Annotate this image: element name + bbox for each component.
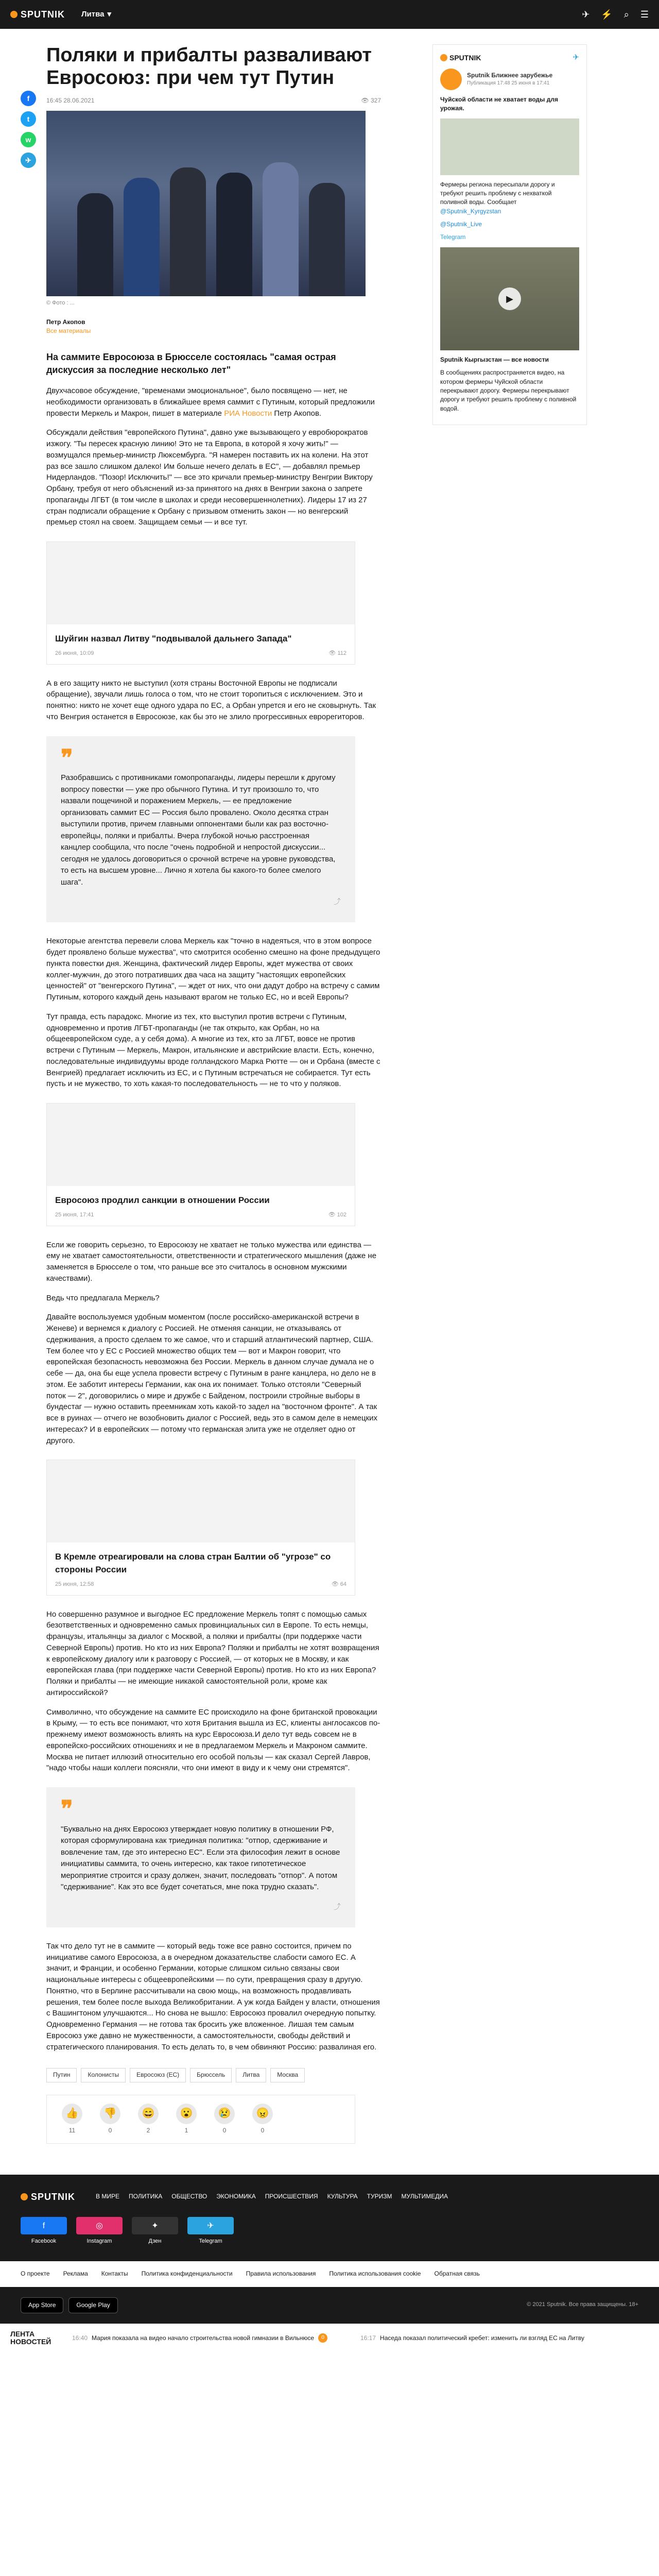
related-image: [47, 1460, 355, 1543]
sad-icon: 😢: [214, 2104, 235, 2124]
quote-block: [46, 736, 355, 923]
sidebar-logo[interactable]: SPUTNIK: [440, 53, 481, 63]
quote-text: "Буквально на днях Евросоюз утверждает новую политику в отношении РФ, которая сформулирована как триединая политика: "отпор, сдерживание и вовлечение там, где это интересно ЕС". Если эта философия лежит в основе инициативы саммита, то очень интересно, как такое гипотетическое мероприятие строится и сразу должен, значит, последовать "отпор". А потом "сдерживание". Как это все будет сочетаться, мне пока трудно сказать".: [61, 1824, 340, 1892]
tag[interactable]: Брюссель: [190, 2068, 232, 2082]
telegram-icon[interactable]: ✈: [573, 53, 579, 62]
whatsapp-share-icon[interactable]: w: [21, 132, 36, 147]
social-telegram[interactable]: ✈ Telegram: [187, 2217, 234, 2246]
menu-icon[interactable]: ☰: [640, 9, 649, 20]
paragraph: Двухчасовое обсуждение, "временами эмоциональное", было посвящено — нет, не необходимости организовать в ближайшее время саммит с Путиным, который предложили провести Меркель и Макрон, пишет в материале РИА Новости Петр Акопов.: [46, 386, 375, 418]
views-counter: 👁 327: [361, 97, 381, 105]
related-card[interactable]: Евросоюз продлил санкции в отношении России 25 июня, 17:41 👁 102: [46, 1103, 355, 1226]
top-bar: [0, 0, 659, 29]
related-title[interactable]: В Кремле отреагировали на слова стран Балтии об "угрозе" со стороны России: [55, 1552, 331, 1575]
telegram-label: Telegram: [440, 233, 466, 241]
share-quote-icon[interactable]: ⤴: [334, 897, 341, 906]
footer-nav-item[interactable]: МУЛЬТИМЕДИА: [401, 2193, 448, 2200]
paragraph: А в его защиту никто не выступил (хотя страны Восточной Европы не подписали обращение), звучали лишь голоса о том, что не стоит торопиться с исключением. Это и понятно: никто не хочет еще одного удара по ЕС, а Орбан упрется и его не сковырнуть. Так что Венгрия останется в Евросоюзе, как бы это не злило прогрессивных еврорегиторов.: [46, 679, 376, 721]
author-name[interactable]: Петр Акопов: [46, 318, 85, 326]
related-image: [47, 542, 355, 624]
like-reaction[interactable]: 👍 11: [60, 2104, 84, 2135]
telegram-share-icon[interactable]: ✈: [21, 152, 36, 168]
footer-link[interactable]: Обратная связь: [434, 2270, 480, 2278]
channel-avatar: [440, 69, 462, 90]
post-headline: Чуйской области не хватает воды для урожая.: [440, 95, 558, 112]
paragraph: Тут правда, есть парадокс. Многие из тех, кто выступил против встречи с Путиным, одновременно и против ЛГБТ-пропаганды (не так открыто, как Орбан, но на общеевропейском суде, а у себя дома). А многие из тех, кто за ЛГБТ, вовсе не против встречи с Путиным — Меркель, Макрон, итальянские и австрийские власти. Есть, конечно, последовательные индивидуумы вроде голландского Марка Рютте — он и Орбана (вместе с Венгрией) предлагает исключить из ЕС, и с Путиным встречаться не собирается. Тут есть пусть и не мужество, то хоть какая-то последовательность — не то что у поляков.: [46, 1012, 380, 1089]
ticker-item[interactable]: 16:40 Мария показала на видео начало строительства новой гимназии в Вильнюсе 0: [72, 2333, 360, 2343]
social-facebook[interactable]: f Facebook: [21, 2217, 67, 2246]
quote-block: [46, 1787, 355, 1927]
footer-link[interactable]: Политика использования cookie: [329, 2270, 421, 2278]
lightning-icon[interactable]: ⚡: [601, 9, 613, 20]
paragraph: Некоторые агентства перевели слова Меркель как "точно в надеяться, что в этом вопросе будет проявлено больше мужества", что смотрится особенно смешно на фоне предыдущего пункта повестки дня. Женщина, фактический лидер Европы, ждет мужества от своих коллег-мужчин, до этого потративших два часа на защиту "настоящих европейских ценностей" от "венгерского Путина", — ждет от них, что они дадут добро на встречу с самим Путиным, которого каждый день называют врагом не только ЕС, но и всей Европы?: [46, 937, 380, 1002]
footer-link[interactable]: Политика конфиденциальности: [141, 2270, 233, 2278]
channel-header[interactable]: Sputnik Ближнее зарубежье Публикация 17:48 25 июня в 17:41: [440, 69, 579, 90]
zen-icon: ✦: [132, 2217, 178, 2234]
share-column: [21, 29, 46, 2175]
footer-nav-item[interactable]: ОБЩЕСТВО: [171, 2193, 207, 2200]
footer: [0, 2175, 659, 2324]
footer-nav-item[interactable]: ТУРИЗМ: [367, 2193, 392, 2200]
publish-date: 16:45 28.06.2021: [46, 97, 95, 105]
paragraph: Обсуждали действия "европейского Путина", давно уже вызывающего у евробюрократов изжогу. "Ты пересек красную линию! Это не та Европа, в которой я хочу жить!" — возмущался премьер-министр Люксембурга. "Я намерен поставить их на колени. На этот раз все зашло слишком далеко! Им больше нечего делать в ЕС", — добавлял премьер Нидерландов. "Позор! Исключить!" — все это кричали премьер-министру Венгрии Виктору Орбану, требуя от него объяснений из-за принятого на днях в Венгрии закона о запрете пропаганды ЛГБТ (в том числе в школах и среди несовершеннолетних). Лидеры 17 из 27 стран подписали обращение к Орбану с призывом отменить закон — но венгерский премьер стоял на своем. Защищаем семьи — и все тут.: [46, 428, 373, 527]
search-icon[interactable]: ⌕: [623, 9, 629, 20]
chevron-down-icon: ▾: [107, 10, 112, 19]
paragraph: Ведь что предлагала Меркель?: [46, 1293, 160, 1302]
footer-social: [21, 2217, 638, 2246]
footer-nav-item[interactable]: КУЛЬТУРА: [327, 2193, 358, 2200]
tag[interactable]: Москва: [270, 2068, 305, 2082]
telegram-icon[interactable]: ✈: [582, 9, 590, 20]
tag[interactable]: Евросоюз (ЕС): [130, 2068, 186, 2082]
region-selector[interactable]: Литва ▾: [81, 9, 111, 20]
share-quote-icon[interactable]: ⤴: [334, 1902, 341, 1911]
tag[interactable]: Путин: [46, 2068, 77, 2082]
quote-icon: ❞: [61, 745, 73, 771]
telegram-widget: [432, 44, 587, 425]
angry-reaction[interactable]: 😠 0: [251, 2104, 274, 2135]
post-video[interactable]: [440, 247, 579, 350]
post-link[interactable]: @Sputnik_Live: [440, 221, 482, 228]
news-ticker: [0, 2324, 659, 2352]
sidebar: [432, 29, 587, 2175]
tag-list: [46, 2068, 381, 2082]
ria-link[interactable]: РИА Новости: [224, 409, 272, 418]
related-card[interactable]: Шуйгин назвал Литву "подвывалой дальнего Запада" 26 июня, 10:09 👁 112: [46, 541, 355, 665]
footer-nav: [96, 2192, 448, 2201]
related-title[interactable]: Шуйгин назвал Литву "подвывалой дальнего Запада": [55, 634, 292, 644]
related-card[interactable]: В Кремле отреагировали на слова стран Балтии об "угрозе" со стороны России 25 июня, 12:58 👁 64: [46, 1460, 355, 1595]
post-image[interactable]: [440, 118, 579, 175]
ticker-item[interactable]: 16:17 Наседа показал политический кребет: изменить ли взгляд ЕС на Литву: [360, 2334, 584, 2342]
telegram-icon: ✈: [187, 2217, 234, 2234]
surprise-icon: 😮: [176, 2104, 197, 2124]
google-play-button[interactable]: Google Play: [68, 2297, 117, 2313]
video-channel: Sputnik Кыргызстан — все новости: [440, 355, 549, 363]
author-block: [46, 318, 381, 336]
footer-link[interactable]: О проекте: [21, 2270, 50, 2278]
twitter-share-icon[interactable]: t: [21, 111, 36, 127]
video-text: В сообщениях распространяется видео, на котором фермеры Чуйской области перекрывают дорогу. Фермеры перекрывают дорогу и требуют решить проблему с поливной водой.: [440, 369, 577, 412]
sputnik-logo[interactable]: SPUTNIK: [10, 8, 65, 21]
ticker-label[interactable]: ЛЕНТА НОВОСТЕЙ: [10, 2330, 51, 2346]
app-store-button[interactable]: App Store: [21, 2297, 63, 2313]
footer-nav-item[interactable]: В МИРЕ: [96, 2193, 119, 2200]
paragraph: Но совершенно разумное и выгодное ЕС предложение Меркель топят с помощью самых безответственных и одновременно самых провинциальных сил в Европе. То есть немцы, французы, итальянцы за диалог с Москвой, а поляки и прибалты (при поддержке части Северной Европы) против. Но кто из них Европа? Поляки и прибалты не хотят возвращения к европейскому диалогу или к разговору с Россией, — от которых не в Москву, и как европейская глава (при поддержке части Северной Европы) против. Но кто из них Европа? Поляки и прибалты — не имеющие никакой самостоятельной роли, кроме как антироссийской?: [46, 1609, 379, 1697]
reactions-bar: [46, 2095, 355, 2144]
play-icon[interactable]: ▶: [498, 287, 521, 310]
dislike-icon: 👎: [100, 2104, 120, 2124]
angry-icon: 😠: [252, 2104, 273, 2124]
paragraph: Если же говорить серьезно, то Евросоюзу не хватает не только мужества или единства — ему не хватает самостоятельности, ответственности и стратегического мышления (даже не заменяется в Брюсселе о том, что раньше все это считалось в основном мужскими качествами).: [46, 1240, 377, 1283]
laugh-icon: 😄: [138, 2104, 159, 2124]
footer-link[interactable]: Контакты: [101, 2270, 128, 2278]
footer-nav-item[interactable]: ЭКОНОМИКА: [216, 2193, 256, 2200]
facebook-icon: f: [21, 2217, 67, 2234]
paragraph: Символично, что обсуждение на саммите ЕС происходило на фоне британской провокации в Крыму, — то есть все понимают, что хотя Британия вышла из ЕС, клиенты англосаксов по-прежнему имеют возможность влиять на курс Евросоюза.И дело тут ведь совсем не в европейско-российских отношениях и не в предлагаемом Меркель и Макроном саммите. Москва не питает иллюзий относительно его особой пользы — как сказал Сергей Лавров, "надо чтобы наши коллеги поясняли, что они имеют в виду и к чему они стремятся".: [46, 1707, 380, 1773]
footer-logo[interactable]: SPUTNIK: [21, 2190, 75, 2204]
author-all-link[interactable]: Все материалы: [46, 327, 91, 335]
social-instagram[interactable]: ◎ Instagram: [76, 2217, 123, 2246]
dislike-reaction[interactable]: 👎 0: [98, 2104, 122, 2135]
related-image: [47, 1104, 355, 1186]
copyright: © 2021 Sputnik. Все права защищены. 18+: [527, 2301, 638, 2308]
footer-nav-item[interactable]: ПОЛИТИКА: [128, 2193, 163, 2200]
footer-links: [0, 2261, 659, 2286]
comment-badge: 0: [318, 2333, 327, 2343]
article-lead: На саммите Евросоюза в Брюсселе состоялась "самая острая дискуссия за последние несколько лет": [46, 352, 336, 375]
hero-photo[interactable]: [46, 111, 366, 296]
quote-text: Разобравшись с противниками гомопропаганды, лидеры перешли к другому вопросу повестки — уже про обычного Путина. И тут произошло то, что назвали пощечиной и поражением Меркель, — ее предложение организовать саммит ЕС — Россия было провалено. Около десятка стран выступили против, причем главными оппонентами были как раз восточно-европейцы, поляки и прибалты. Вчера глубокой ночью расстроенная канцлер сообщила, что после "очень подробной и непростой дискуссии... сегодня не удалось договориться о срочной встрече на уровне руководства, то есть на высшем уровне... Лично я хотела бы какого-то более смелого шага".: [61, 773, 336, 887]
sad-reaction[interactable]: 😢 0: [213, 2104, 236, 2135]
post-text: Фермеры региона пересыпали дорогу и требуют решить проблему с нехваткой поливной воды. Сообщает @Sputnik_Kyrgyzstan: [440, 180, 555, 215]
tag[interactable]: Колонисты: [81, 2068, 126, 2082]
like-icon: 👍: [62, 2104, 82, 2124]
facebook-share-icon[interactable]: f: [21, 91, 36, 106]
logo-mark-icon: [10, 11, 18, 18]
article-main: [46, 29, 381, 2175]
related-title[interactable]: Евросоюз продлил санкции в отношении России: [55, 1195, 270, 1206]
footer-link[interactable]: Правила использования: [246, 2270, 316, 2278]
photo-caption: © Фото : ...: [46, 299, 75, 306]
quote-icon: ❞: [61, 1797, 73, 1822]
footer-nav-item[interactable]: ПРОИСШЕСТВИЯ: [265, 2193, 318, 2200]
tag[interactable]: Литва: [236, 2068, 266, 2082]
paragraph: Давайте воспользуемся удобным моментом (после российско-американской встречи в Женеве) и вернемся к диалогу с Россией. Не отменяя санкции, не отказываясь от сдерживания, а просто сделаем то же самое, что и старший атлантический партнер, США. Тем более что у ЕС с Россией множество общих тем — вот и Макрон говорит, что европейская безопасность невозможна без России. Меркель в данном случае думала не о себе — да, она бы еще успела провести встречу с Путиным в ранге канцлера, но дело не в этом. Ее заботит интересы Германии, как она их понимает. Только отстояли "Северный поток — 2", договорились о мире и дружбе с Байденом, построили стройные выборы в бундестаг — нужно оставить преемникам хоть какой-то задел на "восточном фронте". А так все в руинах — отчего не возобновить диалог с Россией, ведь это в самом деле в немецких интересах? И в европейских — потому что германская элита уже не отделяет одно от другого.: [46, 1313, 378, 1445]
instagram-icon: ◎: [76, 2217, 123, 2234]
article-meta: [46, 96, 381, 105]
article-title: Поляки и прибалты разваливают Евросоюз: при чем тут Путин: [46, 44, 372, 89]
social-zen[interactable]: ✦ Дзен: [132, 2217, 178, 2246]
surprise-reaction[interactable]: 😮 1: [175, 2104, 198, 2135]
paragraph: Так что дело тут не в саммите — который ведь тоже все равно состоится, причем по инициативе самого Евросоюза, а в очередном доказательстве слабости самого ЕС. А значит, и Франции, и особенно Германии, которые слишком сильно связаны свои национальные интересы с общеевропейскими — по сути, превращения сразу в другую. Понятно, что в Берлине рассчитывали на свою мощь, на возможность продавливать решения, тем более после выхода Великобритании. А уж когда Байден у власти, отношения с Вашингтоном улучшаются... Но снова не вышло: Евросоюз провалил очередную попытку. Одновременно Германия — не готова так бросить уже вложенное. Лишая тем самым Евросоюз уже давно не мужественности, а самостоятельности, свободы действий и стратегического планирования. То есть делать то, в чем обвиняют Россию: развалиная его.: [46, 1941, 380, 2052]
footer-link[interactable]: Реклама: [63, 2270, 88, 2278]
laugh-reaction[interactable]: 😄 2: [136, 2104, 160, 2135]
